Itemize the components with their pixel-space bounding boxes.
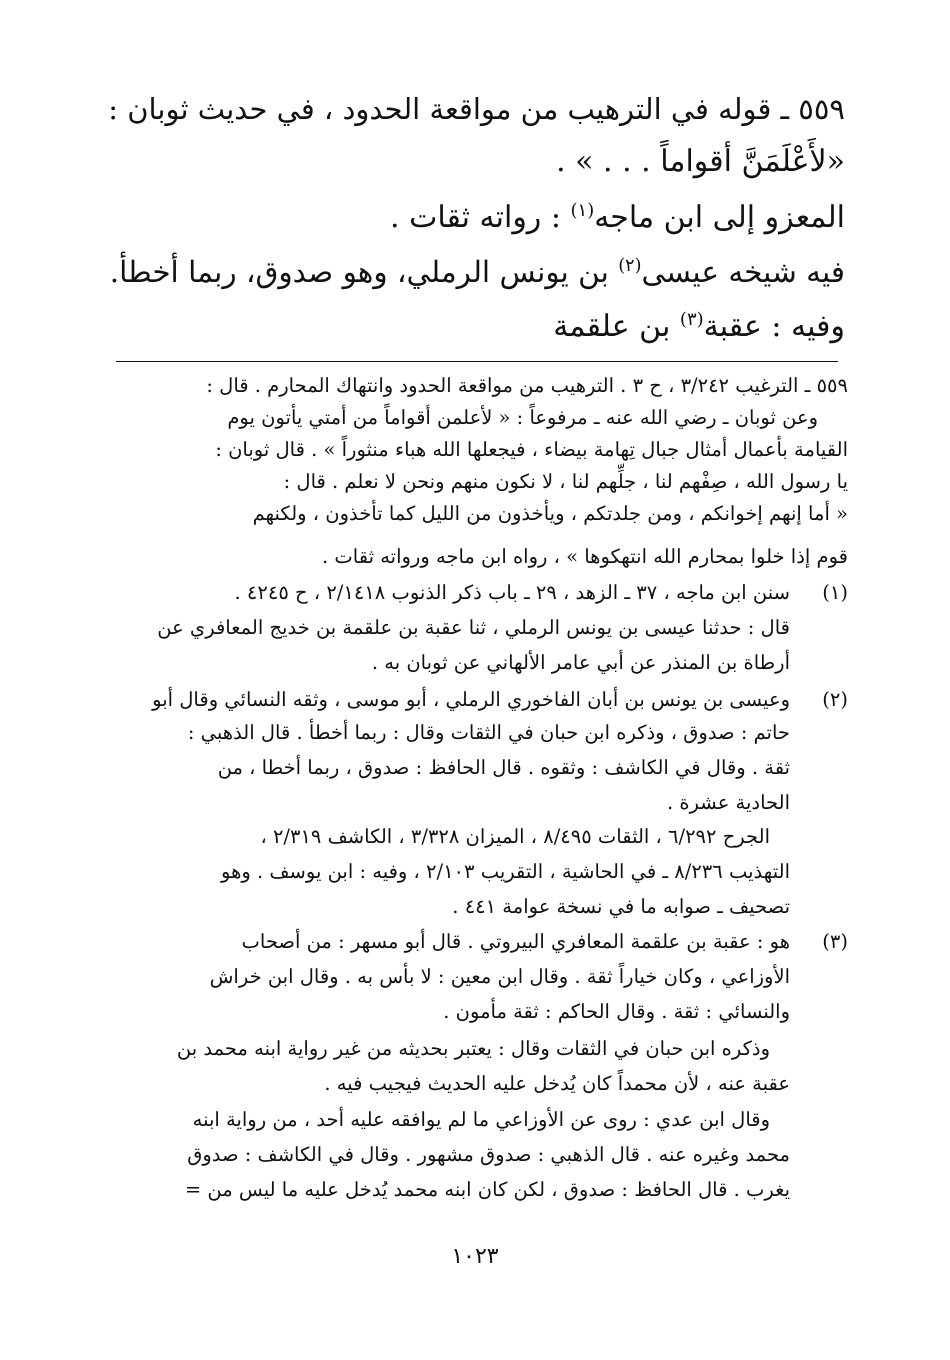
- footnote-2-line: وعيسى بن يونس بن أبان الفاخوري الرملي ، أبو موسى ، وثقه النسائي وقال أبو: [152, 688, 790, 711]
- footnote-3-line: والنسائي : ثقة . وقال الحاكم : ثقة مأمون .: [443, 1000, 790, 1023]
- footnote-559-line: يا رسول الله ، صِفْهم لنا ، جلِّهم لنا ، لا نكون منهم ونحن لا نعلم . قال :: [283, 470, 848, 493]
- footnote-3-line: هو : عقبة بن علقمة المعافري البيروتي . قال أبو مسهر : من أصحاب: [241, 930, 790, 953]
- body-text: بن يونس الرملي، وهو صدوق، ربما أخطأ.: [109, 255, 619, 289]
- footnote-2-refs-line: الجرح ٦/٢٩٢ ، الثقات ٨/٤٩٥ ، الميزان ٣/٣٢٨ ، الكاشف ٢/٣١٩ ،: [260, 825, 770, 848]
- footnote-ref-2[interactable]: (٢): [618, 256, 642, 277]
- body-line-sources: [390, 200, 845, 235]
- footnote-3-line: عقبة عنه ، لأن محمداً كان يُدخل عليه الحديث فيجيب فيه .: [324, 1072, 790, 1095]
- footnote-2-refs-line: التهذيب ٨/٢٣٦ ـ في الحاشية ، التقريب ٢/١٠٣ ، وفيه : ابن يوسف . وهو: [221, 860, 790, 883]
- footnote-559-line: « أما إنهم إخوانكم ، ومن جلدتكم ، ويأخذون من الليل كما تأخذون ، ولكنهم: [252, 502, 848, 525]
- body-text: : رواته ثقات .: [390, 200, 571, 235]
- footnote-1-line: سنن ابن ماجه ، ٣٧ ـ الزهد ، ٢٩ ـ باب ذكر الذنوب ٢/١٤١٨ ، ح ٤٢٤٥ .: [234, 581, 790, 604]
- footnote-3-line: يغرب . قال الحافظ : صدوق ، لكن كان ابنه محمد يُدخل عليه ما ليس من =: [184, 1178, 790, 1201]
- footnote-number-1: (١): [822, 581, 848, 604]
- heading-line-2: «لأَعْلَمَنَّ أقواماً . . . » .: [556, 144, 845, 179]
- footnote-559-line: القيامة بأعمال أمثال جبال تِهامة بيضاء ، فيجعلها الله هباء منثوراً » . قال ثوبان :: [215, 438, 848, 461]
- body-line-isa: [109, 255, 845, 289]
- footnote-559-line: ٥٥٩ ـ الترغيب ٣/٢٤٢ ، ح ٣ . الترهيب من مواقعة الحدود وانتهاك المحارم . قال :: [206, 374, 848, 397]
- footnote-559-line: قوم إذا خلوا بمحارم الله انتهكوها » ، رواه ابن ماجه ورواته ثقات .: [322, 545, 848, 568]
- footnote-ref-3[interactable]: (٣): [679, 309, 704, 330]
- body-line-uqba: [553, 309, 845, 344]
- footnote-559-line: وعن ثوبان ـ رضي الله عنه ـ مرفوعاً : « لأعلمن أقواماً من أمتي يأتون يوم: [227, 406, 818, 429]
- body-text: وفيه : عقبة: [703, 309, 845, 344]
- footnote-separator: [116, 361, 838, 362]
- footnote-3-line: وذكره ابن حبان في الثقات وقال : يعتبر بحديثه من غير رواية ابنه محمد بن: [176, 1037, 770, 1060]
- heading-line-1: ٥٥٩ ـ قوله في الترهيب من مواقعة الحدود ، في حديث ثوبان :: [108, 92, 845, 126]
- footnote-2-line: ثقة . وقال في الكاشف : وثقوه . قال الحافظ : صدوق ، ربما أخطا ، من: [217, 756, 790, 779]
- footnote-1-line: قال : حدثنا عيسى بن يونس الرملي ، ثنا عقبة بن علقمة بن خديج المعافري عن: [157, 616, 790, 639]
- body-text: فيه شيخه عيسى: [641, 255, 845, 289]
- footnote-2-refs-line: تصحيف ـ صوابه ما في نسخة عوامة ٤٤١ .: [452, 895, 790, 918]
- footnote-3-line: الأوزاعي ، وكان خياراً ثقة . وقال ابن معين : لا بأس به . وقال ابن خراش: [209, 965, 790, 988]
- footnote-number-3: (٣): [822, 930, 848, 953]
- footnote-1-line: أرطاة بن المنذر عن أبي عامر الألهاني عن ثوبان به .: [371, 651, 790, 674]
- footnote-ref-1[interactable]: (١): [570, 200, 595, 221]
- footnote-number-2: (٢): [822, 688, 848, 711]
- footnote-3-line: وقال ابن عدي : روى عن الأوزاعي ما لم يوافقه عليه أحد ، من رواية ابنه: [192, 1108, 770, 1131]
- page-number: ١٠٢٣: [451, 1244, 499, 1269]
- footnote-3-line: محمد وغيره عنه . قال الذهبي : صدوق مشهور . وقال في الكاشف : صدوق: [187, 1143, 790, 1166]
- footnote-2-line: حاتم : صدوق ، وذكره ابن حبان في الثقات وقال : ربما أخطأ . قال الذهبي :: [187, 721, 790, 744]
- footnote-2-line: الحادية عشرة .: [666, 791, 790, 814]
- body-text: المعزو إلى ابن ماجه: [594, 200, 845, 235]
- body-text: بن علقمة: [553, 309, 680, 344]
